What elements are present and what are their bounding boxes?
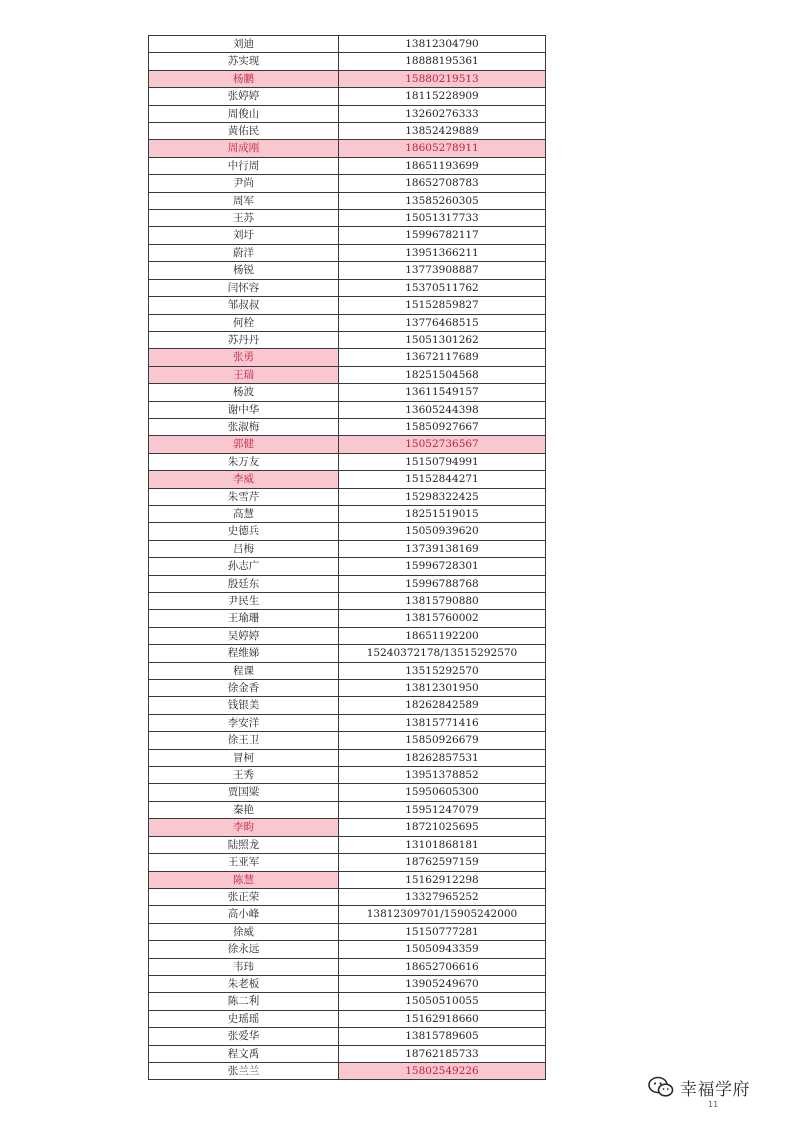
- contact-name-cell: 钱银美: [149, 697, 339, 714]
- contact-name-cell: 张婷婷: [149, 88, 339, 105]
- table-row: [149, 366, 546, 383]
- contact-phone-cell: 15162918660: [339, 1010, 546, 1027]
- contact-phone-cell: 15850926679: [339, 732, 546, 749]
- table-row: [149, 923, 546, 940]
- contact-table-body: [149, 36, 546, 1080]
- contact-name-cell: 闫怀容: [149, 279, 339, 296]
- contact-name-cell: 谢中华: [149, 401, 339, 418]
- table-row: [149, 888, 546, 905]
- contact-name-cell: 王秀: [149, 767, 339, 784]
- table-row: [149, 1028, 546, 1045]
- watermark-text: 幸福学府: [680, 1079, 750, 1100]
- table-row: [149, 314, 546, 331]
- contact-phone-cell: 13672117689: [339, 349, 546, 366]
- contact-phone-cell: 15298322425: [339, 488, 546, 505]
- table-row: [149, 1062, 546, 1079]
- contact-phone-cell: 18115228909: [339, 88, 546, 105]
- table-row: [149, 662, 546, 679]
- contact-phone-cell: 13605244398: [339, 401, 546, 418]
- contact-name-cell: 殷廷东: [149, 575, 339, 592]
- contact-name-cell: 朱雪芹: [149, 488, 339, 505]
- contact-name-cell: 张兰兰: [149, 1062, 339, 1079]
- contact-phone-cell: 15152844271: [339, 471, 546, 488]
- contact-phone-cell: 15050943359: [339, 941, 546, 958]
- table-row: [149, 540, 546, 557]
- contact-name-cell: 王瑜珊: [149, 610, 339, 627]
- contact-name-cell: 徐永远: [149, 941, 339, 958]
- contact-phone-cell: 15162912298: [339, 871, 546, 888]
- contact-phone-cell: 13815789605: [339, 1028, 546, 1045]
- contact-name-cell: 刘圩: [149, 227, 339, 244]
- contact-name-cell: 朱老板: [149, 975, 339, 992]
- table-row: [149, 593, 546, 610]
- table-row: [149, 801, 546, 818]
- table-row: [149, 610, 546, 627]
- contact-phone-cell: 13815790880: [339, 593, 546, 610]
- contact-name-cell: 尹民生: [149, 593, 339, 610]
- contact-phone-cell: 13852429889: [339, 123, 546, 140]
- contact-name-cell: 张淑梅: [149, 418, 339, 435]
- table-row: [149, 975, 546, 992]
- contact-phone-cell: 15850927667: [339, 418, 546, 435]
- contact-phone-cell: 15051317733: [339, 210, 546, 227]
- table-row: [149, 906, 546, 923]
- table-row: [149, 418, 546, 435]
- table-row: [149, 575, 546, 592]
- contact-name-cell: 苏实现: [149, 53, 339, 70]
- contact-name-cell: 王苏: [149, 210, 339, 227]
- contact-phone-cell: 13812301950: [339, 680, 546, 697]
- table-row: [149, 1010, 546, 1027]
- table-row: [149, 331, 546, 348]
- contact-name-cell: 郭健: [149, 436, 339, 453]
- contact-name-cell: 陆照龙: [149, 836, 339, 853]
- table-row: [149, 471, 546, 488]
- contact-phone-cell: 15150794991: [339, 453, 546, 470]
- table-row: [149, 297, 546, 314]
- contact-name-cell: 中行周: [149, 157, 339, 174]
- watermark: [648, 1074, 750, 1100]
- contact-phone-cell: 15051301262: [339, 331, 546, 348]
- contact-phone-cell: 13815771416: [339, 714, 546, 731]
- contact-name-cell: 高慧: [149, 505, 339, 522]
- table-row: [149, 192, 546, 209]
- table-row: [149, 436, 546, 453]
- table-row: [149, 36, 546, 53]
- contact-name-cell: 吴婷婷: [149, 627, 339, 644]
- contact-name-cell: 周俊山: [149, 105, 339, 122]
- wechat-icon: [648, 1076, 674, 1098]
- contact-phone-cell: 13812304790: [339, 36, 546, 53]
- contact-phone-cell: 15150777281: [339, 923, 546, 940]
- contact-name-cell: 王亚军: [149, 854, 339, 871]
- table-row: [149, 401, 546, 418]
- contact-phone-cell: 18652706616: [339, 958, 546, 975]
- contact-phone-cell: 15050510055: [339, 993, 546, 1010]
- contact-table: [148, 35, 546, 1080]
- table-row: [149, 384, 546, 401]
- table-row: [149, 123, 546, 140]
- contact-phone-cell: 13815760002: [339, 610, 546, 627]
- contact-name-cell: 朱万友: [149, 453, 339, 470]
- contact-phone-cell: 13611549157: [339, 384, 546, 401]
- contact-name-cell: 贾国梁: [149, 784, 339, 801]
- table-row: [149, 244, 546, 261]
- contact-phone-cell: 18762597159: [339, 854, 546, 871]
- table-row: [149, 488, 546, 505]
- contact-phone-cell: 13585260305: [339, 192, 546, 209]
- contact-phone-cell: 13776468515: [339, 314, 546, 331]
- table-row: [149, 210, 546, 227]
- contact-name-cell: 蔚洋: [149, 244, 339, 261]
- contact-phone-cell: 15240372178/13515292570: [339, 645, 546, 662]
- contact-phone-cell: 18262842589: [339, 697, 546, 714]
- contact-name-cell: 孙志广: [149, 558, 339, 575]
- contact-phone-cell: 15052736567: [339, 436, 546, 453]
- contact-phone-cell: 18251504568: [339, 366, 546, 383]
- contact-phone-cell: 18251519015: [339, 505, 546, 522]
- contact-phone-cell: 13515292570: [339, 662, 546, 679]
- contact-phone-cell: 15950605300: [339, 784, 546, 801]
- table-row: [149, 749, 546, 766]
- contact-name-cell: 李威: [149, 471, 339, 488]
- page-number: 11: [708, 1100, 719, 1109]
- contact-phone-cell: 13101868181: [339, 836, 546, 853]
- contact-name-cell: 史德兵: [149, 523, 339, 540]
- contact-phone-cell: 18888195361: [339, 53, 546, 70]
- table-row: [149, 767, 546, 784]
- table-row: [149, 505, 546, 522]
- contact-phone-cell: 15996788768: [339, 575, 546, 592]
- table-row: [149, 262, 546, 279]
- table-row: [149, 523, 546, 540]
- contact-name-cell: 韦玮: [149, 958, 339, 975]
- table-row: [149, 941, 546, 958]
- contact-name-cell: 何栓: [149, 314, 339, 331]
- contact-name-cell: 徐王卫: [149, 732, 339, 749]
- contact-phone-cell: 13327965252: [339, 888, 546, 905]
- contact-name-cell: 程课: [149, 662, 339, 679]
- contact-name-cell: 吕梅: [149, 540, 339, 557]
- table-row: [149, 697, 546, 714]
- contact-name-cell: 陈慧: [149, 871, 339, 888]
- contact-name-cell: 邹叔叔: [149, 297, 339, 314]
- contact-name-cell: 陈二利: [149, 993, 339, 1010]
- contact-name-cell: 高小峰: [149, 906, 339, 923]
- table-row: [149, 1045, 546, 1062]
- table-row: [149, 157, 546, 174]
- contact-name-cell: 杨锐: [149, 262, 339, 279]
- contact-phone-cell: 18762185733: [339, 1045, 546, 1062]
- table-row: [149, 993, 546, 1010]
- contact-phone-cell: 13739138169: [339, 540, 546, 557]
- table-row: [149, 627, 546, 644]
- table-row: [149, 279, 546, 296]
- table-row: [149, 784, 546, 801]
- contact-phone-cell: 18651193699: [339, 157, 546, 174]
- contact-name-cell: 李安洋: [149, 714, 339, 731]
- contact-phone-cell: 13260276333: [339, 105, 546, 122]
- contact-name-cell: 秦艳: [149, 801, 339, 818]
- table-row: [149, 227, 546, 244]
- contact-phone-cell: 13812309701/15905242000: [339, 906, 546, 923]
- table-row: [149, 88, 546, 105]
- contact-phone-cell: 18262857531: [339, 749, 546, 766]
- table-row: [149, 871, 546, 888]
- table-row: [149, 453, 546, 470]
- table-row: [149, 680, 546, 697]
- contact-phone-cell: 13951378852: [339, 767, 546, 784]
- contact-name-cell: 杨波: [149, 384, 339, 401]
- contact-phone-cell: 13773908887: [339, 262, 546, 279]
- contact-name-cell: 徐金香: [149, 680, 339, 697]
- contact-name-cell: 张爱华: [149, 1028, 339, 1045]
- contact-name-cell: 徐威: [149, 923, 339, 940]
- contact-phone-cell: 13951366211: [339, 244, 546, 261]
- table-row: [149, 645, 546, 662]
- contact-name-cell: 王瑞: [149, 366, 339, 383]
- contact-name-cell: 苏丹丹: [149, 331, 339, 348]
- contact-phone-cell: 15802549226: [339, 1062, 546, 1079]
- contact-name-cell: 杨鹏: [149, 70, 339, 87]
- contact-name-cell: 程文禹: [149, 1045, 339, 1062]
- table-row: [149, 105, 546, 122]
- contact-name-cell: 周军: [149, 192, 339, 209]
- table-row: [149, 836, 546, 853]
- contact-phone-cell: 15996728301: [339, 558, 546, 575]
- table-row: [149, 70, 546, 87]
- contact-name-cell: 刘迪: [149, 36, 339, 53]
- table-row: [149, 958, 546, 975]
- table-row: [149, 140, 546, 157]
- table-row: [149, 714, 546, 731]
- table-row: [149, 732, 546, 749]
- contact-name-cell: 程维娣: [149, 645, 339, 662]
- table-row: [149, 819, 546, 836]
- contact-name-cell: 周成刚: [149, 140, 339, 157]
- table-row: [149, 175, 546, 192]
- contact-phone-cell: 15370511762: [339, 279, 546, 296]
- contact-name-cell: 尹尚: [149, 175, 339, 192]
- contact-phone-cell: 15050939620: [339, 523, 546, 540]
- contact-name-cell: 黄佑民: [149, 123, 339, 140]
- contact-phone-cell: 15951247079: [339, 801, 546, 818]
- contact-name-cell: 李畇: [149, 819, 339, 836]
- table-row: [149, 53, 546, 70]
- contact-phone-cell: 15152859827: [339, 297, 546, 314]
- contact-name-cell: 张勇: [149, 349, 339, 366]
- contact-phone-cell: 18651192200: [339, 627, 546, 644]
- table-row: [149, 349, 546, 366]
- table-row: [149, 854, 546, 871]
- contact-phone-cell: 15880219513: [339, 70, 546, 87]
- contact-phone-cell: 15996782117: [339, 227, 546, 244]
- table-row: [149, 558, 546, 575]
- contact-name-cell: 史瑶瑶: [149, 1010, 339, 1027]
- contact-name-cell: 张正荣: [149, 888, 339, 905]
- contact-phone-cell: 18605278911: [339, 140, 546, 157]
- contact-name-cell: 冒柯: [149, 749, 339, 766]
- contact-phone-cell: 13905249670: [339, 975, 546, 992]
- contact-phone-cell: 18652708783: [339, 175, 546, 192]
- contact-phone-cell: 18721025695: [339, 819, 546, 836]
